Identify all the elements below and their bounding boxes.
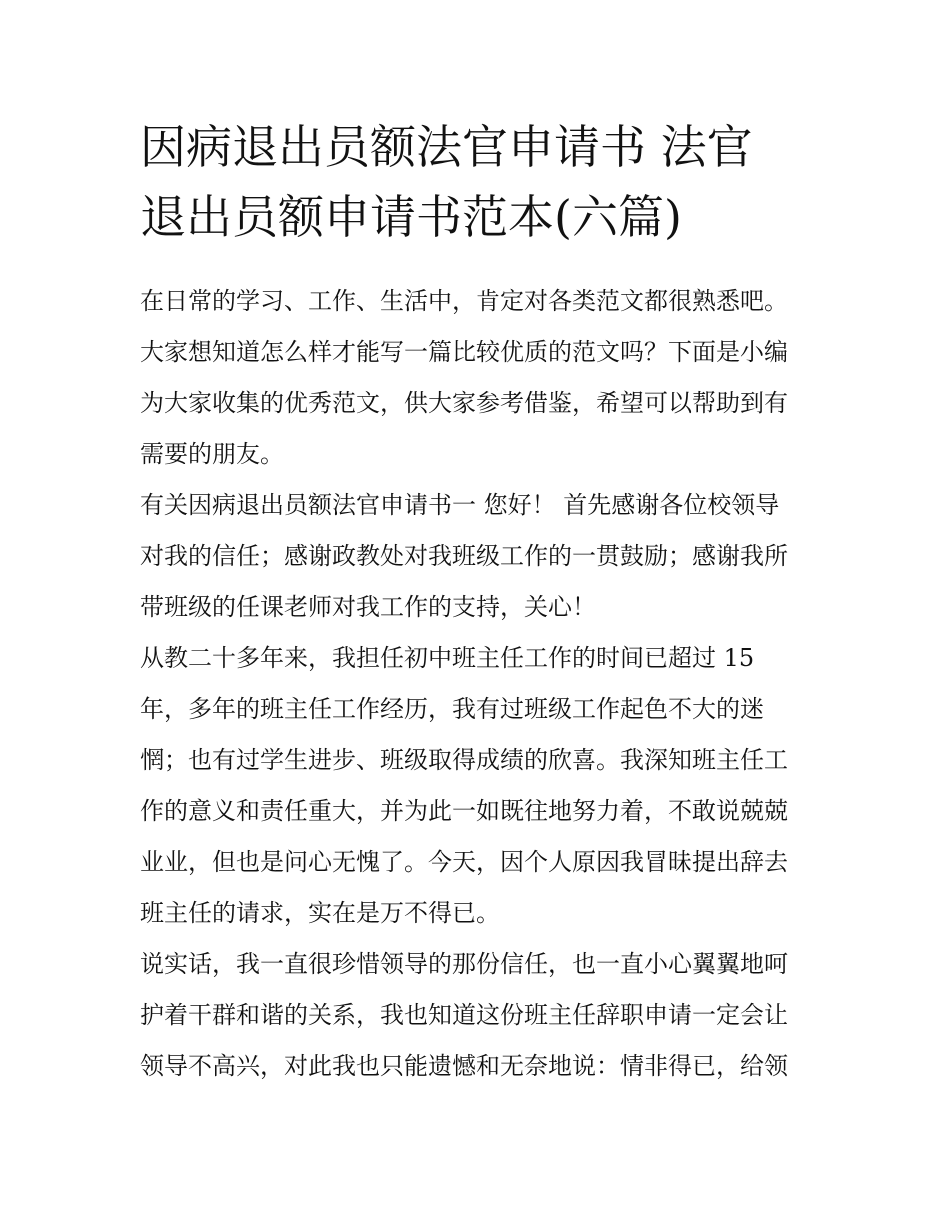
text-line: 带班级的任课老师对我工作的支持，关心！ [140,593,596,621]
document-title [140,112,820,252]
paragraph-closing [140,939,830,1092]
text-line: 作的意义和责任重大，并为此一如既往地努力着，不敢说兢兢 [140,797,788,825]
title-line: 因病退出员额法官申请书 法官 [140,120,753,174]
text-line: 对我的信任；感谢政教处对我班级工作的一贯鼓励；感谢我所 [140,542,788,570]
text-line: 需要的朋友。 [140,440,284,468]
text-line: 业业，但也是问心无愧了。今天，因个人原因我冒昧提出辞去 [140,848,788,876]
document-body [140,276,830,1092]
text-line: 大家想知道怎么样才能写一篇比较优质的范文吗？下面是小编 [140,338,788,366]
text-line: 说实话，我一直很珍惜领导的那份信任，也一直小心翼翼地呵 [140,950,788,978]
paragraph-greeting [140,480,830,633]
text-line: 护着干群和谐的关系，我也知道这份班主任辞职申请一定会让 [140,1001,788,1029]
text-line: 从教二十多年来，我担任初中班主任工作的时间已超过 15 [140,644,755,672]
text-line: 为大家收集的优秀范文，供大家参考借鉴，希望可以帮助到有 [140,389,788,417]
text-line: 班主任的请求，实在是万不得已。 [140,899,500,927]
text-line: 在日常的学习、工作、生活中，肯定对各类范文都很熟悉吧。 [140,287,788,315]
text-line: 有关因病退出员额法官申请书一 您好！ 首先感谢各位校领导 [140,491,780,519]
title-line: 退出员额申请书范本(六篇) [140,190,682,244]
paragraph-intro [140,276,830,480]
text-line: 年，多年的班主任工作经历，我有过班级工作起色不大的迷 [140,695,764,723]
text-line: 领导不高兴，对此我也只能遗憾和无奈地说：情非得已，给领 [140,1052,788,1080]
paragraph-experience [140,633,830,939]
text-line: 惘；也有过学生进步、班级取得成绩的欣喜。我深知班主任工 [140,746,788,774]
